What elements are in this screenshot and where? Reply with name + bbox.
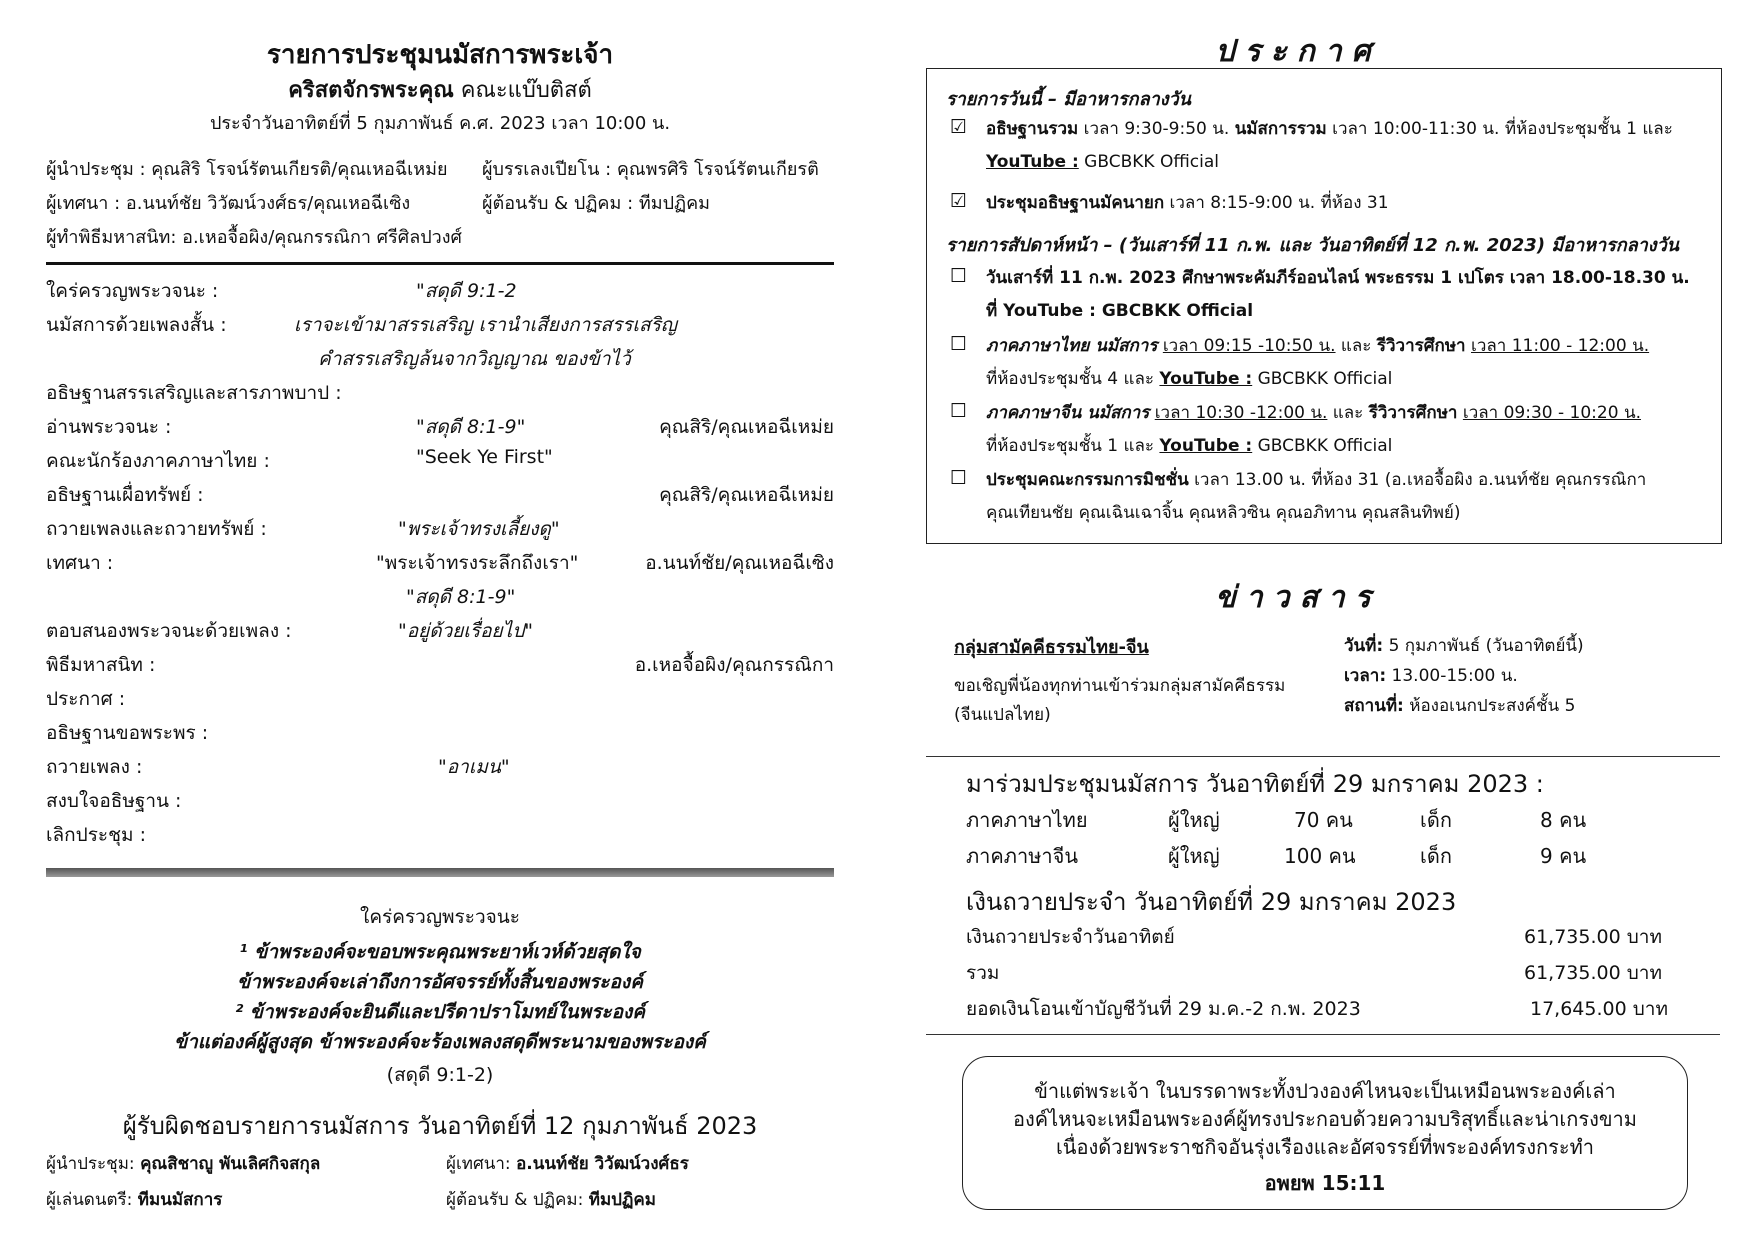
- announce-title: ประกาศ: [1215, 34, 1381, 69]
- order-row: [46, 582, 834, 616]
- next-usher-name: ทีมปฏิคม: [588, 1190, 656, 1210]
- offering-label: เงินถวายประจำวันอาทิตย์: [966, 926, 1175, 948]
- offering-label: รวม: [966, 962, 1000, 984]
- leader-line: ผู้นำประชุม : คุณสิริ โรจน์รัตนเกียรติ/คุณเหอฉีเหม่ย: [46, 159, 448, 180]
- child-count: 9 คน: [1540, 844, 1587, 868]
- today-item-title: อธิษฐานรวม: [986, 119, 1079, 139]
- order-row: [46, 378, 834, 412]
- next-item-detail: เวลา 13.00 น. ที่ห้อง 31 (อ.เหอจื้อผิง อ.นนท์ชัย คุณกรรณิกา: [1188, 470, 1647, 490]
- order-detail: "พระเจ้าทรงระลึกถึงเรา": [376, 552, 579, 574]
- next-heading: รายการสัปดาห์หน้า – (วันเสาร์ที่ 11 ก.พ. และ วันอาทิตย์ที่ 12 ก.พ. 2023) มีอาหารกลางวัน: [946, 235, 1679, 256]
- verse-line: ข้าแต่พระเจ้า ในบรรดาพระทั้งปวงองค์ไหนจะเป็นเหมือนพระองค์เล่า: [1034, 1079, 1616, 1103]
- communion-line: ผู้ทำพิธีมหาสนิท: อ.เหอจื้อผิง/คุณกรรณิกา ศรีศิลปวงศ์: [46, 227, 462, 248]
- next-preacher-label: ผู้เทศนา:: [446, 1154, 511, 1174]
- offering-label: ยอดเงินโอนเข้าบัญชีวันที่ 29 ม.ค.-2 ก.พ. 2023: [966, 998, 1361, 1020]
- order-row: [46, 310, 834, 344]
- next-item-line: ที่ห้องประชุมชั้น 1 และ: [986, 436, 1160, 456]
- offering-value: 61,735.00 บาท: [1524, 962, 1662, 984]
- attendance-title: มาร่วมประชุมนมัสการ วันอาทิตย์ที่ 29 มกราคม 2023 :: [966, 770, 1544, 798]
- next-item-title: ภาคภาษาไทย นมัสการ: [986, 336, 1158, 356]
- child-label: เด็ก: [1420, 808, 1452, 832]
- next-item-time: เวลา 10:30 -12:00 น.: [1154, 403, 1328, 423]
- youtube-channel: GBCBKK Official: [1252, 369, 1393, 389]
- adult-count: 100 คน: [1284, 844, 1356, 868]
- youtube-link[interactable]: YouTube :: [986, 152, 1079, 172]
- news-group: กลุ่มสามัคคีธรรมไทย-จีน: [954, 637, 1149, 658]
- unchecked-box-icon: ☐: [950, 467, 968, 489]
- offering-value: 17,645.00 บาท: [1530, 998, 1668, 1020]
- order-row: [46, 684, 834, 718]
- order-person: อ.นนท์ชัย/คุณเหอฉีเซิง: [645, 552, 834, 574]
- order-row: [46, 412, 834, 446]
- order-row: [46, 650, 834, 684]
- order-item: ประกาศ :: [46, 688, 126, 710]
- order-item: อธิษฐานสรรเสริญและสารภาพบาป :: [46, 382, 342, 404]
- next-item-and: และ: [1335, 336, 1377, 356]
- next-item-title: ประชุมคณะกรรมการมิชชั่น: [986, 470, 1189, 490]
- next-item: [986, 262, 1706, 328]
- meditation-line: ¹ ข้าพระองค์จะขอบพระคุณพระยาห์เวห์ด้วยสุดใจ: [239, 941, 641, 963]
- order-detail: "อยู่ด้วยเรื่อยไป": [398, 620, 534, 642]
- next-music-name: ทีมนมัสการ: [137, 1190, 223, 1210]
- today-item: [986, 187, 1706, 220]
- order-person: คุณสิริ/คุณเหอฉีเหม่ย: [659, 416, 834, 438]
- order-item: พิธีมหาสนิท :: [46, 654, 156, 676]
- unchecked-box-icon: ☐: [950, 400, 968, 422]
- news-title: ข่าวสาร: [1215, 580, 1381, 615]
- next-item-and: และ: [1327, 403, 1369, 423]
- meditation-heading: ใคร่ครวญพระวจนะ: [360, 906, 520, 928]
- news-date-value: 5 กุมภาพันธ์ (วันอาทิตย์นี้): [1388, 636, 1584, 656]
- news-date-label: วันที่:: [1344, 636, 1384, 656]
- order-item: เทศนา :: [46, 552, 114, 574]
- unchecked-box-icon: ☐: [950, 265, 968, 287]
- youtube-link[interactable]: YouTube :: [1159, 436, 1253, 456]
- news-time-value: 13.00-15:00 น.: [1391, 666, 1518, 686]
- order-detail: "Seek Ye First": [416, 446, 553, 468]
- order-item: ตอบสนองพระวจนะด้วยเพลง :: [46, 620, 292, 642]
- order-row: [46, 616, 834, 650]
- meditation-line: ข้าพระองค์จะเล่าถึงการอัศจรรย์ทั้งสิ้นของพระองค์: [237, 971, 643, 993]
- youtube-channel: GBCBKK Official: [1078, 152, 1219, 172]
- divider-bottom: [46, 868, 834, 877]
- next-item-title: รีวิวารศึกษา: [1376, 336, 1466, 356]
- order-detail: "พระเจ้าทรงเลี้ยงดู": [398, 518, 560, 540]
- today-item-detail: เวลา 10:00-11:30 น. ที่ห้องประชุมชั้น 1 และ: [1326, 119, 1673, 139]
- order-row: [46, 820, 834, 854]
- order-item: นมัสการด้วยเพลงสั้น :: [46, 314, 227, 336]
- news-place: [1344, 692, 1575, 719]
- next-leader-name: คุณสิชาญู พันเลิศกิจสกุล: [140, 1154, 321, 1174]
- news-invite-sub: (จีนแปลไทย): [954, 705, 1051, 725]
- next-usher: [446, 1186, 656, 1213]
- next-item-line: คุณเทียนชัย คุณเฉินเฉาจิ้น คุณหลิวซิน คุณอภิทาน คุณสลินทิพย์): [986, 503, 1461, 523]
- next-item-title: รีวิวารศึกษา: [1368, 403, 1458, 423]
- order-item: เลิกประชุม :: [46, 824, 146, 846]
- attendance-group: ภาคภาษาจีน: [966, 844, 1079, 868]
- order-item: อ่านพระวจนะ :: [46, 416, 172, 438]
- divider-verse: [926, 1034, 1720, 1035]
- order-detail: "สดุดี 8:1-9": [416, 416, 526, 438]
- order-detail: "อาเมน": [438, 756, 510, 778]
- order-detail: เราจะเข้ามาสรรเสริญ เรานำเสียงการสรรเสริญ: [294, 314, 677, 336]
- order-item: อธิษฐานขอพระพร :: [46, 722, 209, 744]
- unchecked-box-icon: ☐: [950, 333, 968, 355]
- service-date: ประจำวันอาทิตย์ที่ 5 กุมภาพันธ์ ค.ศ. 2023 เวลา 10:00 น.: [209, 113, 671, 134]
- today-item-detail: เวลา 8:15-9:00 น. ที่ห้อง 31: [1164, 193, 1389, 213]
- order-row: [46, 276, 834, 310]
- order-row: [46, 752, 834, 786]
- church-name-bold: คริสตจักรพระคุณ: [288, 78, 454, 103]
- divider-attendance: [926, 756, 1720, 757]
- next-item-time: เวลา 09:30 - 10:20 น.: [1462, 403, 1641, 423]
- news-place-value: ห้องอเนกประสงค์ชั้น 5: [1409, 696, 1576, 716]
- news-time-label: เวลา:: [1344, 666, 1387, 686]
- adult-label: ผู้ใหญ่: [1168, 808, 1220, 832]
- order-detail: คำสรรเสริญล้นจากวิญญาณ ของข้าไว้: [318, 348, 631, 370]
- checked-box-icon: ☑: [950, 116, 968, 138]
- next-item: [986, 397, 1706, 463]
- next-music: [46, 1186, 222, 1213]
- order-item: ถวายเพลง :: [46, 756, 143, 778]
- church-name: [46, 72, 834, 107]
- news-date: [1344, 632, 1584, 659]
- checked-box-icon: ☑: [950, 190, 968, 212]
- order-row: [46, 480, 834, 514]
- offering-value: 61,735.00 บาท: [1524, 926, 1662, 948]
- next-preacher-name: อ.นนท์ชัย วิวัฒน์วงศ์ธร: [516, 1154, 689, 1174]
- next-leader: [46, 1150, 320, 1177]
- next-item-line: ที่ YouTube : GBCBKK Official: [986, 301, 1254, 321]
- order-item: ใคร่ครวญพระวจนะ :: [46, 280, 219, 302]
- meditation-ref: (สดุดี 9:1-2): [386, 1064, 494, 1086]
- adult-count: 70 คน: [1294, 808, 1353, 832]
- verse-line: เนื่องด้วยพระราชกิจอันรุ่งเรืองและอัศจรรย์ที่พระองค์ทรงกระทำ: [1055, 1135, 1595, 1159]
- order-item: สงบใจอธิษฐาน :: [46, 790, 182, 812]
- verse-text: [963, 1077, 1687, 1161]
- next-item-line: วันเสาร์ที่ 11 ก.พ. 2023 ศึกษาพระคัมภีร์ออนไลน์ พระธรรม 1 เปโตร เวลา 18.00-18.30 น.: [986, 268, 1690, 288]
- usher-line: ผู้ต้อนรับ & ปฏิคม : ทีมปฏิคม: [482, 193, 710, 214]
- next-music-label: ผู้เล่นดนตรี:: [46, 1190, 133, 1210]
- attendance-group: ภาคภาษาไทย: [966, 808, 1088, 832]
- meditation-line: ² ข้าพระองค์จะยินดีและปรีดาปราโมทย์ในพระองค์: [234, 1001, 645, 1023]
- next-usher-label: ผู้ต้อนรับ & ปฏิคม:: [446, 1190, 584, 1210]
- order-row: [46, 786, 834, 820]
- order-detail: "สดุดี 8:1-9": [406, 586, 516, 608]
- next-item: [986, 464, 1706, 530]
- order-item: ถวายเพลงและถวายทรัพย์ :: [46, 518, 267, 540]
- adult-label: ผู้ใหญ่: [1168, 844, 1220, 868]
- today-item-title: ประชุมอธิษฐานมัคนายก: [986, 193, 1165, 213]
- news-time: [1344, 662, 1518, 689]
- verse-line: องค์ไหนจะเหมือนพระองค์ผู้ทรงประกอบด้วยความบริสุทธิ์และน่าเกรงขาม: [1013, 1107, 1637, 1131]
- order-row: [46, 548, 834, 582]
- order-item: คณะนักร้องภาคภาษาไทย :: [46, 450, 270, 472]
- today-item-time: เวลา 9:30-9:50 น.: [1078, 119, 1235, 139]
- youtube-channel: GBCBKK Official: [1252, 436, 1393, 456]
- today-heading: รายการวันนี้ – มีอาหารกลางวัน: [946, 89, 1191, 110]
- news-place-label: สถานที่:: [1344, 696, 1404, 716]
- meditation-line: ข้าแต่องค์ผู้สูงสุด ข้าพระองค์จะร้องเพลงสดุดีพระนามของพระองค์: [174, 1031, 706, 1053]
- next-item: [986, 330, 1706, 396]
- offering-title: เงินถวายประจำ วันอาทิตย์ที่ 29 มกราคม 2023: [966, 888, 1457, 916]
- news-invite: ขอเชิญพี่น้องทุกท่านเข้าร่วมกลุ่มสามัคคีธรรม: [954, 676, 1286, 696]
- verse-ref: อพยพ 15:11: [1264, 1171, 1386, 1195]
- next-week-title: ผู้รับผิดชอบรายการนมัสการ วันอาทิตย์ที่ 12 กุมภาพันธ์ 2023: [122, 1112, 758, 1140]
- next-item-line: ที่ห้องประชุมชั้น 4 และ: [986, 369, 1160, 389]
- service-title: รายการประชุมนมัสการพระเจ้า: [266, 40, 614, 70]
- order-row: [46, 446, 834, 480]
- divider-top: [46, 262, 834, 265]
- next-item-time: เวลา 09:15 -10:50 น.: [1162, 336, 1336, 356]
- order-item: อธิษฐานเผื่อทรัพย์ :: [46, 484, 204, 506]
- today-item-title: นมัสการรวม: [1234, 119, 1327, 139]
- preacher-line: ผู้เทศนา : อ.นนท์ชัย วิวัฒน์วงศ์ธร/คุณเหอฉีเซิง: [46, 193, 411, 214]
- order-person: คุณสิริ/คุณเหอฉีเหม่ย: [659, 484, 834, 506]
- child-count: 8 คน: [1540, 808, 1587, 832]
- verse-box: [962, 1056, 1688, 1210]
- next-item-time: เวลา 11:00 - 12:00 น.: [1471, 336, 1650, 356]
- order-detail: "สดุดี 9:1-2: [416, 280, 517, 302]
- pianist-line: ผู้บรรเลงเปียโน : คุณพรศิริ โรจน์รัตนเกียรติ: [482, 159, 819, 180]
- child-label: เด็ก: [1420, 844, 1452, 868]
- today-item: [986, 113, 1706, 179]
- next-leader-label: ผู้นำประชุม:: [46, 1154, 135, 1174]
- order-person: อ.เหอจื้อผิง/คุณกรรณิกา: [634, 654, 834, 676]
- order-row: [46, 514, 834, 548]
- order-row: [46, 718, 834, 752]
- next-preacher: [446, 1150, 689, 1177]
- order-row: [46, 344, 834, 378]
- church-name-rest: คณะแบ๊บติสต์: [453, 78, 592, 103]
- next-item-title: ภาคภาษาจีน นมัสการ: [986, 403, 1150, 423]
- youtube-link[interactable]: YouTube :: [1159, 369, 1253, 389]
